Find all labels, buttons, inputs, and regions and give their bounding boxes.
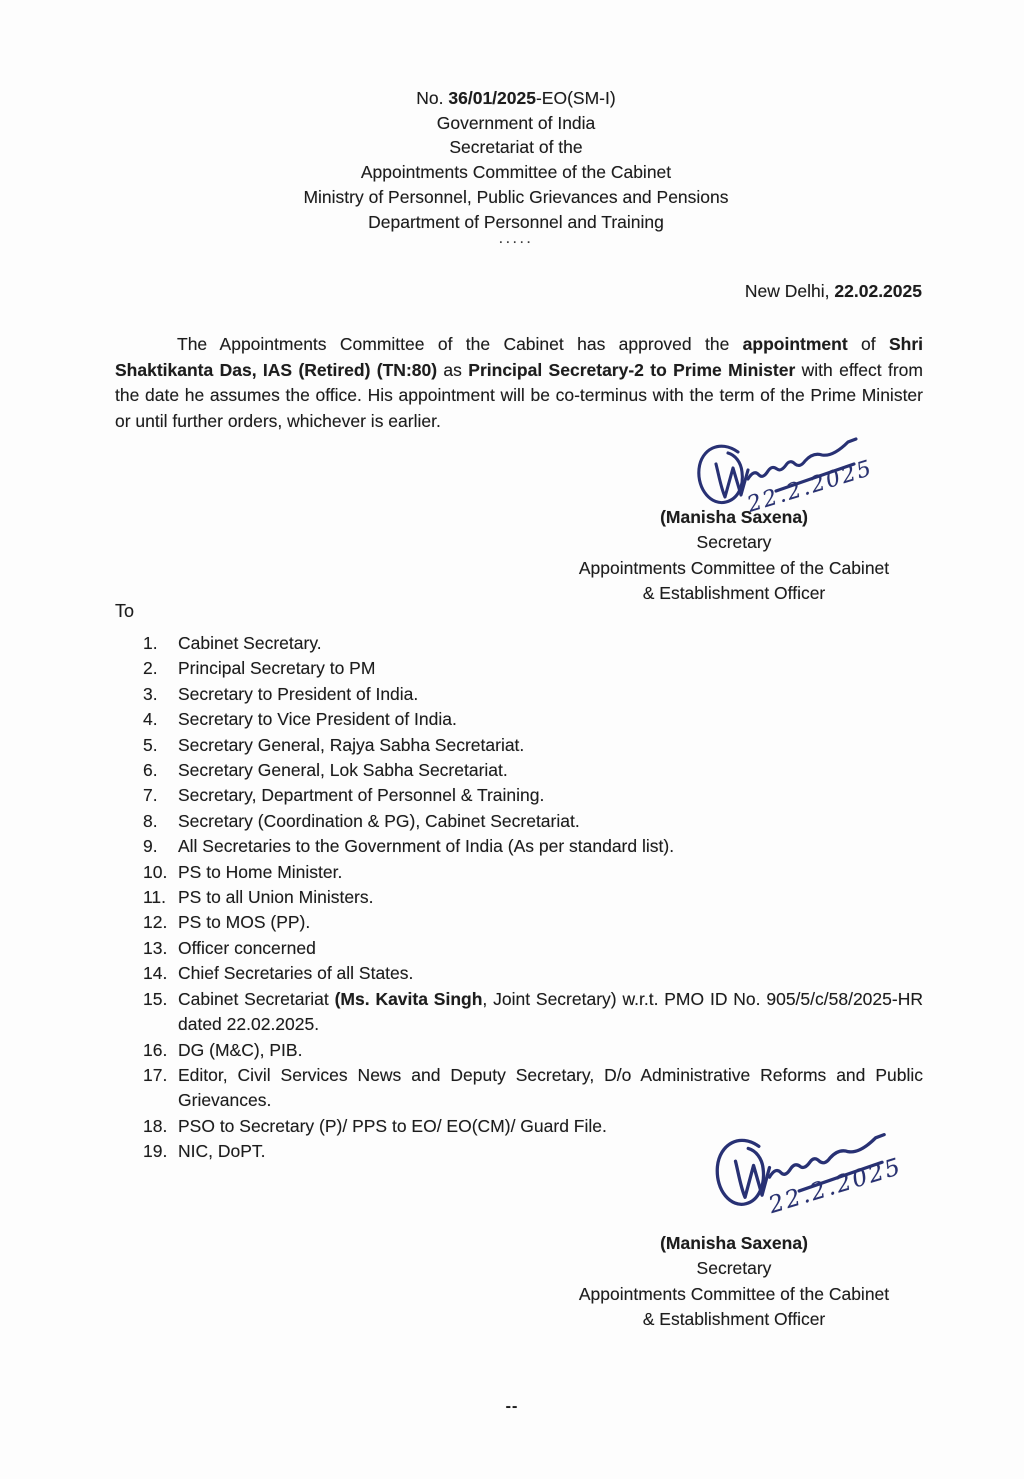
text-segment: Secretary General, Lok Sabha Secretariat. [178,760,508,781]
list-item-number: 9. [143,836,158,857]
bold-text-segment: 36/01/2025 [448,88,536,108]
list-item-text [178,936,923,961]
text-segment: Cabinet Secretary. [178,633,322,653]
text-segment: Secretary to President of India. [178,683,419,704]
bold-text-segment: appointment [742,334,848,354]
text-segment: Secretary (Coordination & PG), Cabinet Secretariat. [178,810,580,831]
text-segment: Editor, Civil Services News and Deputy Secretary, D/o Administrative Reforms and Public Grievances. [178,1064,923,1111]
signature-ink [710,1131,950,1219]
handwritten-date: 22.2.2025 [744,455,877,518]
list-item-number: 16. [143,1039,168,1060]
text-segment: with effect from the date he assumes the office. His appointment will be co-terminus with the term of the Prime Minister or until further orders, whichever is earlier. [115,359,923,431]
list-item-number: 11. [143,887,167,908]
list-item-number: 6. [143,760,158,781]
list-item [143,860,923,885]
list-item [143,707,923,732]
letterhead-line: Government of India [436,112,596,133]
list-item-number: 4. [143,709,158,730]
signatory-org-line2: & Establishment Officer [642,583,826,604]
list-item-number: 8. [143,810,158,831]
list-item-number: 7. [143,785,158,806]
letterhead-line: Appointments Committee of the Cabinet [360,162,672,183]
text-segment: The Appointments Committee of the Cabinet has approved the [177,334,743,354]
text-segment: PS to Home Minister. [178,861,343,882]
list-item-number: 17. [143,1064,168,1085]
list-item [143,1038,923,1063]
list-item-text [178,733,923,758]
list-item [143,733,923,758]
body-paragraph [115,332,923,434]
list-item [143,1063,923,1114]
text-segment: Chief Secretaries of all States. [178,963,414,984]
bold-text-segment: Principal Secretary-2 to Prime Minister [468,359,796,380]
list-item [143,631,923,656]
text-segment: Officer concerned [178,937,316,958]
bold-text-segment: Shri Shaktikanta Das, IAS (Retired) (TN:80) [115,334,923,380]
text-segment: PSO to Secretary (P)/ PPS to EO/ EO(CM)/ Guard File. [178,1115,607,1136]
place-date-line [115,281,922,302]
text-segment: NIC, DoPT. [178,1141,266,1162]
list-item-number: 13. [143,937,168,958]
list-item-text [178,1063,923,1114]
text-segment: as [437,359,469,380]
signatory-org-line1: Appointments Committee of the Cabinet [578,1283,890,1304]
separator-dots: ..... [498,230,534,247]
signatory-title: Secretary [696,1258,772,1279]
text-segment: No. [416,88,449,108]
text-segment: All Secretaries to the Government of India (As per standard list). [178,836,675,857]
list-item-text [178,783,923,808]
list-item-text [178,961,923,986]
handwritten-date: 22.2.2025 [765,1151,906,1219]
list-item [143,758,923,783]
text-segment: PS to MOS (PP). [178,912,311,933]
distribution-list [143,631,923,1165]
list-item-number: 3. [143,683,158,704]
text-segment: DG (M&C), PIB. [178,1039,303,1060]
list-item [143,682,923,707]
signatory-title: Secretary [696,532,772,553]
list-item-text [178,860,923,885]
letterhead-line: Secretariat of the [449,137,583,158]
letterhead [62,86,970,234]
signatory-org-line2: & Establishment Officer [642,1309,826,1330]
list-item [143,961,923,986]
signatory-name: (Manisha Saxena) [660,1233,808,1253]
text-segment: Secretary, Department of Personnel & Training. [178,785,545,806]
text-segment: Cabinet Secretariat [178,988,335,1009]
list-item-text [178,656,923,681]
doc-number-line [62,86,970,111]
signatory-org-line1: Appointments Committee of the Cabinet [578,557,890,578]
list-item-number: 18. [143,1115,168,1136]
bold-text-segment: (Ms. Kavita Singh [334,988,483,1009]
list-item [143,936,923,961]
list-item [143,885,923,910]
list-item [143,783,923,808]
list-item-text [178,910,923,935]
list-item-text [178,1038,923,1063]
to-label: To [115,601,135,621]
text-segment: New Delhi, [744,281,835,301]
list-item-number: 1. [143,633,158,653]
page-end-mark: -- [505,1398,519,1415]
list-item-text [178,987,923,1038]
text-segment: PS to all Union Ministers. [178,887,374,908]
list-item-text [178,631,923,656]
list-item [143,656,923,681]
list-item [143,987,923,1038]
list-item-number: 5. [143,734,158,755]
list-item [143,910,923,935]
bold-text-segment: 22.02.2025 [834,281,922,301]
list-item-text [178,809,923,834]
letterhead-line: Ministry of Personnel, Public Grievances and Pensions [303,186,729,207]
list-item-number: 19. [143,1141,168,1162]
text-segment: Secretary to Vice President of India. [178,709,457,730]
signatory-name: (Manisha Saxena) [660,507,808,527]
text-segment: of [847,334,889,354]
text-segment: -EO(SM-I) [535,88,616,108]
list-item [143,809,923,834]
list-item-number: 10. [143,861,168,882]
text-segment: Principal Secretary to PM [178,658,376,679]
list-item-text [178,758,923,783]
list-item-text [178,707,923,732]
list-item-number: 12. [143,912,168,933]
signature-block [518,505,950,607]
text-segment: Secretary General, Rajya Sabha Secretariat. [178,734,525,755]
signature-block [518,1231,950,1333]
list-item-text [178,885,923,910]
list-item-number: 2. [143,658,158,679]
list-item-number: 14. [143,963,168,984]
letterhead-line: Department of Personnel and Training [368,211,664,232]
text-segment: , Joint Secretary) w.r.t. PMO ID No. 905/5/c/58/2025-HR dated 22.02.2025. [178,988,923,1035]
list-item-number: 15. [143,988,168,1009]
list-item-text [178,682,923,707]
list-item [143,834,923,859]
list-item-text [178,834,923,859]
